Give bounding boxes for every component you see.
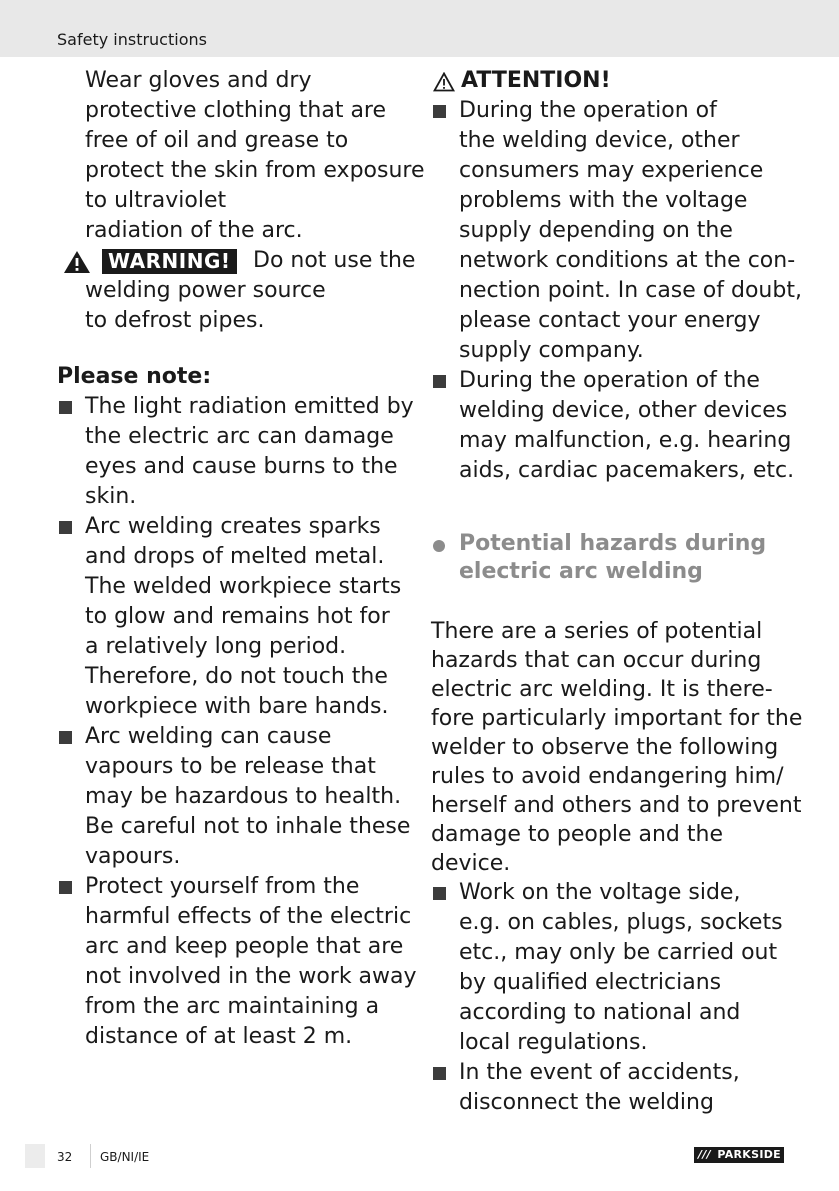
- left-column: [57, 66, 425, 1052]
- heading-line: Potential hazards during: [459, 531, 767, 556]
- text-line: aids, cardiac pacemakers, etc.: [459, 458, 795, 483]
- square-bullet-icon: [433, 887, 446, 900]
- text-line: There are a series of potential: [431, 619, 763, 644]
- warning-outline-icon: [433, 72, 455, 92]
- text-line: Therefore, do not touch the: [85, 664, 388, 689]
- text-line: please contact your energy: [459, 308, 761, 333]
- text-line: device.: [431, 851, 511, 876]
- list-item: [431, 1058, 791, 1118]
- right-column: [431, 66, 803, 1118]
- text-line: to defrost pipes.: [85, 308, 265, 333]
- warning-badge: WARNING!: [102, 249, 237, 274]
- list-item: [57, 512, 407, 722]
- intro-paragraph: [57, 66, 425, 246]
- text-line: workpiece with bare hands.: [85, 694, 389, 719]
- text-line: not involved in the work away: [85, 964, 417, 989]
- text-line: supply depending on the: [459, 218, 733, 243]
- text-line: hazards that can occur during: [431, 648, 762, 673]
- language-codes: GB/NI/IE: [100, 1150, 150, 1164]
- list-item: [431, 878, 791, 1058]
- text-line: welding device, other devices: [459, 398, 788, 423]
- round-bullet-icon: [433, 540, 445, 552]
- square-bullet-icon: [59, 881, 72, 894]
- text-line: Wear gloves and dry: [85, 68, 312, 93]
- list-item: [431, 96, 802, 366]
- text-line: Work on the voltage side,: [459, 880, 741, 905]
- text-line: consumers may experience: [459, 158, 764, 183]
- square-bullet-icon: [433, 105, 446, 118]
- text-line: and drops of melted metal.: [85, 544, 385, 569]
- text-line: according to national and: [459, 1000, 741, 1025]
- attention-title: ATTENTION!: [461, 68, 611, 93]
- text-line: may be hazardous to health.: [85, 784, 402, 809]
- page-header: [0, 0, 839, 57]
- text-line: disconnect the welding: [459, 1090, 714, 1115]
- text-line: e.g. on cables, plugs, sockets: [459, 910, 783, 935]
- text-line: Arc welding can cause: [85, 724, 332, 749]
- text-line: free of oil and grease to: [85, 128, 349, 153]
- text-line: rules to avoid endangering him/: [431, 764, 784, 789]
- text-line: The light radiation emitted by: [85, 394, 414, 419]
- text-line: vapours to be release that: [85, 754, 376, 779]
- section-title: Safety instructions: [57, 30, 207, 49]
- text-line: problems with the voltage: [459, 188, 748, 213]
- text-line: During the operation of: [459, 98, 717, 123]
- text-line: to glow and remains hot for: [85, 604, 390, 629]
- list-item: [57, 392, 414, 512]
- text-line: from the arc maintaining a: [85, 994, 380, 1019]
- square-bullet-icon: [59, 401, 72, 414]
- divider: [90, 1144, 91, 1168]
- text-line: Be careful not to inhale these: [85, 814, 411, 839]
- square-bullet-icon: [59, 521, 72, 534]
- text-line: protect the skin from exposure: [85, 158, 425, 183]
- brand-logo: [694, 1147, 784, 1163]
- page-marker: [25, 1144, 45, 1168]
- list-item: [57, 722, 411, 872]
- list-item: [57, 872, 417, 1052]
- text-line: by qualified electricians: [459, 970, 722, 995]
- text-line: to ultraviolet: [85, 188, 227, 213]
- text-line: a relatively long period.: [85, 634, 347, 659]
- text-line: harmful effects of the electric: [85, 904, 412, 929]
- text-line: may malfunction, e.g. hearing: [459, 428, 792, 453]
- hazard-heading: [431, 530, 791, 586]
- note-heading: Please note:: [57, 364, 212, 389]
- text-line: distance of at least 2 m.: [85, 1024, 353, 1049]
- text-line: welder to observe the following: [431, 735, 779, 760]
- text-line: damage to people and the: [431, 822, 723, 847]
- text-line: vapours.: [85, 844, 181, 869]
- warning-block: [57, 246, 416, 336]
- hazard-paragraph: [431, 617, 803, 878]
- brand-name: PARKSIDE: [717, 1148, 781, 1161]
- text-line: In the event of accidents,: [459, 1060, 740, 1085]
- text-line: the electric arc can damage: [85, 424, 394, 449]
- text-line: During the operation of the: [459, 368, 760, 393]
- text-line: arc and keep people that are: [85, 934, 404, 959]
- text-line: The welded workpiece starts: [85, 574, 402, 599]
- text-line: radiation of the arc.: [85, 218, 303, 243]
- attention-heading: [431, 66, 791, 96]
- heading-line: electric arc welding: [459, 559, 703, 584]
- text-line: Protect yourself from the: [85, 874, 360, 899]
- warning-triangle-icon: [63, 250, 91, 283]
- text-line: supply company.: [459, 338, 644, 363]
- text-line: nection point. In case of doubt,: [459, 278, 802, 303]
- square-bullet-icon: [433, 1067, 446, 1080]
- text-line: Arc welding creates sparks: [85, 514, 381, 539]
- logo-stripes-icon: ///: [698, 1148, 711, 1161]
- text-line: electric arc welding. It is there-: [431, 677, 773, 702]
- square-bullet-icon: [59, 731, 72, 744]
- text-line: herself and others and to prevent: [431, 793, 802, 818]
- text-line: protective clothing that are: [85, 98, 387, 123]
- text-line: local regulations.: [459, 1030, 648, 1055]
- warning-text: Do not use the: [253, 248, 416, 273]
- list-item: [431, 366, 795, 486]
- text-line: skin.: [85, 484, 137, 509]
- text-line: network conditions at the con-: [459, 248, 796, 273]
- square-bullet-icon: [433, 375, 446, 388]
- page-number: 32: [57, 1150, 73, 1164]
- text-line: etc., may only be carried out: [459, 940, 778, 965]
- text-line: the welding device, other: [459, 128, 740, 153]
- text-line: eyes and cause burns to the: [85, 454, 398, 479]
- text-line: fore particularly important for the: [431, 706, 803, 731]
- text-line: welding power source: [85, 278, 326, 303]
